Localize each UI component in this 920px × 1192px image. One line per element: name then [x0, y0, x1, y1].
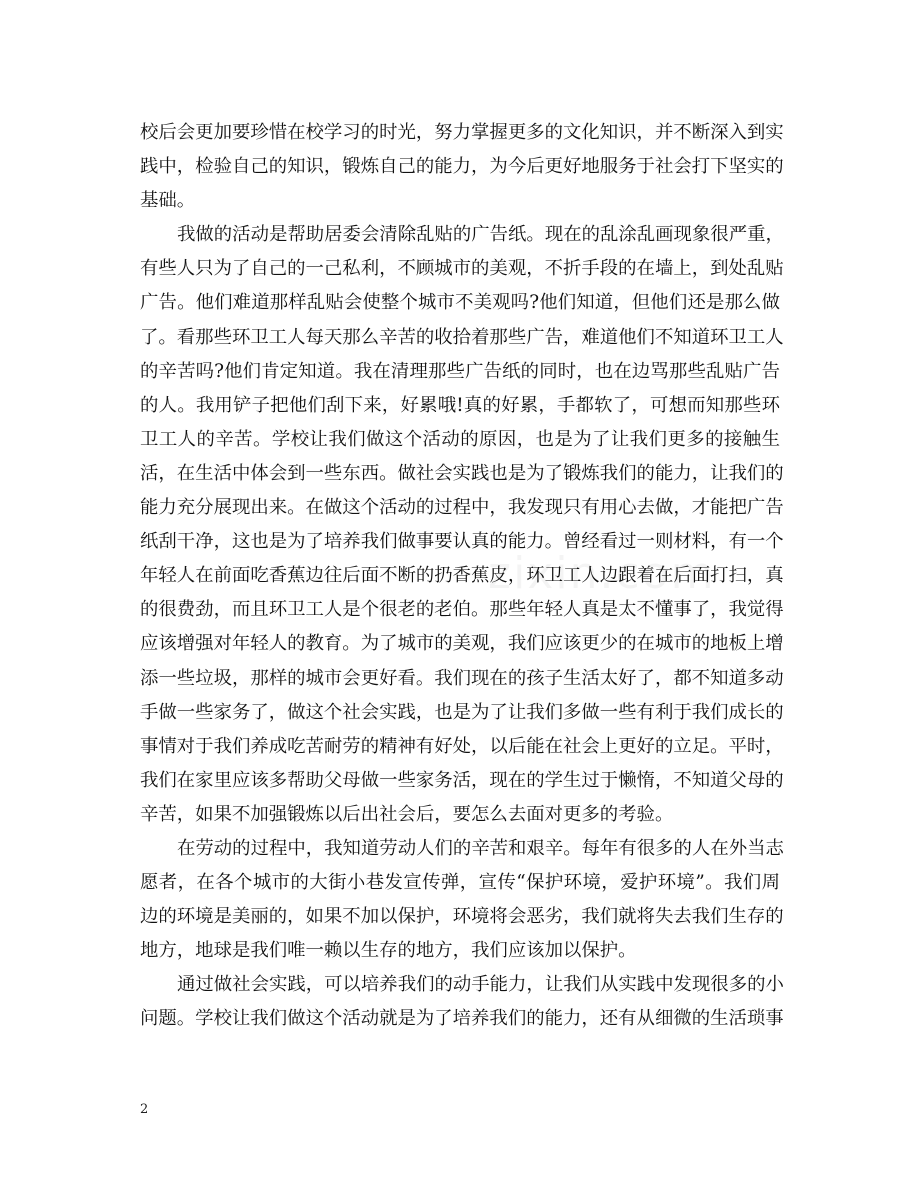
paragraph-first-line: 在劳动的过程中，我知道劳动人们的辛苦和艰辛。每年有很多的人在外当志: [177, 837, 784, 859]
text-line: 地方，地球是我们唯一赖以生存的地方，我们应该加以保护。: [140, 940, 637, 962]
text-line: 纸刮干净，这也是为了培养我们做事要认真的能力。曾经看过一则材料，有一个: [140, 531, 784, 553]
text-line: 的很费劲，而且环卫工人是个很老的老伯。那些年轻人真是太不懂事了，我觉得: [140, 599, 784, 621]
text-line: 校后会更加要珍惜在校学习的时光，努力掌握更多的文化知识，并不断深入到实: [140, 122, 784, 143]
text-line: 应该增强对年轻人的教育。为了城市的美观，我们应该更少的在城市的地板上增: [140, 633, 784, 655]
text-line: 辛苦，如果不加强锻炼以后出社会后，要怎么去面对更多的考验。: [140, 803, 674, 825]
text-line: 我们在家里应该多帮助父母做一些家务活，现在的学生过于懒惰，不知道父母的: [140, 769, 784, 791]
text-line: 广告。他们难道那样乱贴会使整个城市不美观吗?他们知道，但他们还是那么做: [140, 292, 780, 314]
text-line: 事情对于我们养成吃苦耐劳的精神有好处，以后能在社会上更好的立足。平时，: [140, 735, 784, 757]
text-line: 能力充分展现出来。在做这个活动的过程中，我发现只有用心去做，才能把广告: [140, 497, 784, 519]
paragraph-first-line: 通过做社会实践，可以培养我们的动手能力，让我们从实践中发现很多的小: [177, 974, 784, 996]
paragraph-first-line: 我做的活动是帮助居委会清除乱贴的广告纸。现在的乱涂乱画现象很严重，: [177, 224, 784, 246]
text-line: 有些人只为了自己的一己私利，不顾城市的美观，不折手段的在墙上，到处乱贴: [140, 258, 784, 280]
text-line: 问题。学校让我们做这个活动就是为了培养我们的能力，还有从细微的生活琐事: [140, 1008, 784, 1030]
text-line: 愿者，在各个城市的大街小巷发宣传弹，宣传“保护环境，爱护环境”。我们周: [140, 872, 780, 894]
text-line: 活，在生活中体会到一些东西。做社会实践也是为了锻炼我们的能力，让我们的: [140, 462, 784, 484]
text-line: 的人。我用铲子把他们刮下来，好累哦!真的好累，手都软了，可想而知那些环: [140, 394, 780, 416]
text-line: 卫工人的辛苦。学校让我们做这个活动的原因，也是为了让我们更多的接触生: [140, 428, 780, 450]
text-line: 践中，检验自己的知识，锻炼自己的能力，为今后更好地服务于社会打下坚实的: [140, 156, 784, 178]
text-line: 了。看那些环卫工人每天那么辛苦的收拾着那些广告，难道他们不知道环卫工人: [140, 326, 784, 348]
text-line: 的辛苦吗?他们肯定知道。我在清理那些广告纸的同时，也在边骂那些乱贴广告: [140, 360, 780, 382]
text-line: 年轻人在前面吃香蕉边往后面不断的扔香蕉皮，环卫工人边跟着在后面打扫，真: [140, 565, 784, 587]
text-line: 基础。: [140, 190, 196, 212]
page-number: 2: [140, 1102, 149, 1117]
body-text: [140, 116, 784, 1037]
text-line: 边的环境是美丽的，如果不加以保护，环境将会恶劣，我们就将失去我们生存的: [140, 906, 784, 928]
text-line: 添一些垃圾，那样的城市会更好看。我们现在的孩子生活太好了，都不知道多动: [140, 667, 784, 689]
text-line: 手做一些家务了，做这个社会实践，也是为了让我们多做一些有利于我们成长的: [140, 701, 784, 723]
